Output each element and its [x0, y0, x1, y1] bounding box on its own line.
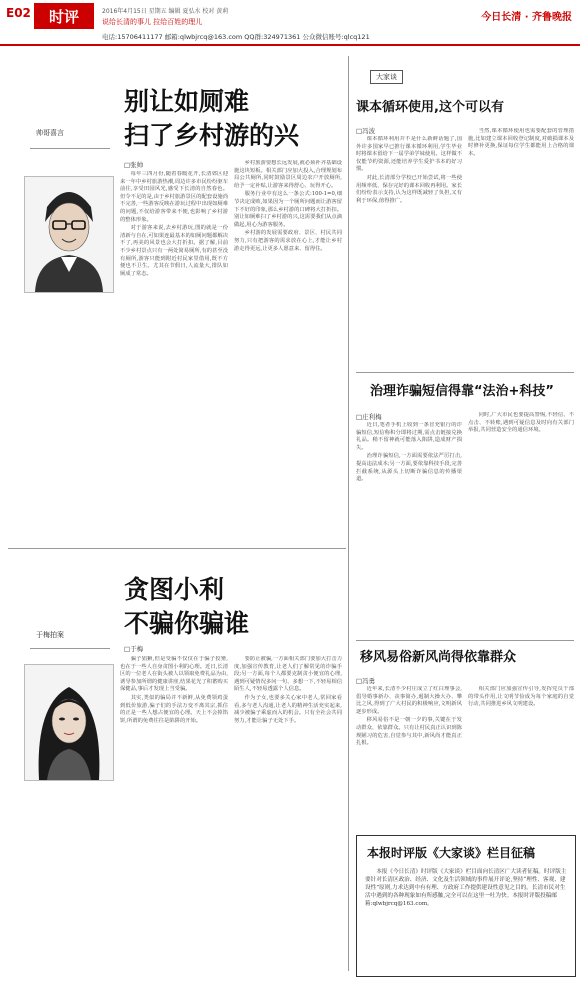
call-for-papers-title: 本报时评版《大家谈》栏目征稿: [367, 846, 536, 860]
sidebar-paragraph: 课本循环利用并不是什么新鲜话题了,国外许多国家早已推行课本循环利用,学生毕业时将课本留给下一届学弟学妹使用。这样做不仅能节约资源,还能培养学生爱护书本的好习惯。: [356, 136, 462, 173]
article2-author: □于梅: [124, 645, 144, 653]
sidebar-story3-col2: [468, 686, 574, 828]
newspaper-brand: 今日长清 · 齐鲁晚报: [481, 12, 572, 23]
sidebar-paragraph: 近年来,长清不少村庄成立了红白理事会,倡导婚事新办、丧事简办,遏制大操大办、攀比之风,得到了广大村民的积极响应,文明新风逐步形成。: [356, 686, 462, 715]
article1-column-label: 帅哥喜言: [36, 129, 64, 137]
sidebar-story3-col1: [356, 686, 462, 828]
article1-body-col2: [234, 160, 342, 540]
article2-paragraph: 骗子猖獗,但是受骗不仅仅在于骗子狡猾,也在于一些人自身贪图小利的心理。近日,长清区的一位老人在街头被人以领取免费礼品为由,诱导参加所谓的健康讲座,结果花光了积蓄购买保健品,事后才发现上当受骗。: [120, 656, 228, 693]
story-divider: [356, 372, 574, 373]
sidebar-paragraph: 对此,长清部分学校已开始尝试,将一些使用频率低、保存完好的课本回收再利用。家长们纷纷表示支持,认为这样既减轻了负担,又有利于环保,值得推广。: [356, 174, 462, 204]
article1-author: □张帅: [124, 161, 144, 169]
article2-headline-line1: 贪图小利: [124, 575, 225, 604]
article2-column-label: 于梅拍案: [36, 631, 64, 639]
article1-body-col1: [120, 171, 228, 539]
article1-headline-line2: 扫了乡村游的兴: [124, 121, 300, 150]
call-for-papers-box: [356, 835, 576, 977]
article1-paragraph: 乡村游的发展需要政府、景区、村民共同努力,只有把游客的需求放在心上,才能让乡村游走得更远,让更多人愿意来、留得住。: [234, 230, 342, 252]
section-badge: 时评: [34, 3, 94, 29]
sidebar-paragraph: 移风易俗不是一朝一夕的事,关键在于发动群众、依靠群众。只有让村民真正认识到陈规陋习的危害,自觉参与其中,新风尚才能真正扎根。: [356, 717, 462, 747]
header-divider: [0, 44, 580, 46]
column-label-rule: [30, 148, 110, 149]
sidebar-paragraph: 近日,笔者手机上收到一条冒充银行的诈骗短信,短信称积分即将过期,需点击链接兑换礼品。稍不留神就可能落入陷阱,造成财产损失。: [356, 422, 462, 451]
article2-body-col2: [234, 656, 342, 974]
sidebar-story1-col2: [468, 128, 574, 364]
sidebar-story2-col1: [356, 422, 462, 632]
dateline: 2016年4月15日 星期五 编辑 夏弘水 校对 黄莉: [102, 8, 229, 15]
column-divider: [348, 56, 349, 971]
story-divider: [356, 640, 574, 641]
article2-paragraph: 其实,类似的骗局并不新鲜,从免费领鸡蛋到低价旅游,骗子们的手法万变不离其宗,抓住的正是一些人想占便宜的心理。天上不会掉馅饼,所谓的免费往往是陷阱的开始。: [120, 694, 228, 724]
sidebar-paragraph: 当然,课本循环使用也需要配套的管理措施,比如建立课本回收登记制度,对破损课本及时修补更换,保证每位学生都能用上合格的课本。: [468, 128, 574, 157]
page-number: E02: [6, 6, 31, 20]
article2-paragraph: 作为子女,也要多关心家中老人,常回家看看,多与老人沟通,让老人的精神生活充实起来,减少被骗子乘虚而入的机会。只有全社会共同努力,才能让骗子无处下手。: [234, 694, 342, 724]
sidebar-story3-author: □冯勇: [356, 677, 376, 685]
article1-paragraph: 对于游客来说,去乡村游玩,图的就是一份清新与自在,可如果连最基本的如厕问题都解决不了,再美的风景也会大打折扣。据了解,目前不少乡村景点只有一两处简易厕所,有的甚至没有厕所,游客只能到附近村民家里借用,既不方便也不卫生。尤其在节假日,人流量大,排队如厕成了常态。: [120, 225, 228, 277]
sidebar-story2-headline: 治理诈骗短信得靠“法治+科技”: [370, 384, 554, 399]
article2-body-col1: [120, 656, 228, 974]
article1-paragraph: 服务行业中有这么一条公式:100-1=0,细节决定成败,如果因为一个厕所问题而让游客留下不好的印象,那么乡村游的口碑将大打折扣。别让如厕难扫了乡村游的兴,这需要我们从点滴做起,用心为游客服务。: [234, 191, 342, 228]
sidebar-story2-author: □庄利梅: [356, 413, 382, 421]
call-for-papers-body: 本报《今日长清》时评版《大家谈》栏目面向长清区广大读者征稿。时评版主要针对长清区政治、经济、文化及生活领域的事件展开评论,坚持“理性、客观、建设性”原则,力求达到中有有理、方政府工作提供建设性意见之目的。长清市民对生活中遇到的各种现象如有所感触,完全可以在这里一吐为快。本报时评版投稿邮箱:qlwbjrcq@163.com。: [365, 869, 567, 907]
sidebar-story2-col2: [468, 412, 574, 632]
sidebar-box-label: 大家谈: [370, 70, 403, 84]
sidebar-paragraph: 相关部门应加强宣传引导,发挥党员干部的带头作用,让文明节俭成为每个家庭的自觉行动,共同推进乡风文明建设。: [468, 686, 574, 708]
article-divider: [8, 548, 346, 549]
section-slogan: 说给长清的事儿 拉给百姓的理儿: [102, 18, 203, 26]
column-label-rule: [30, 648, 110, 649]
sidebar-paragraph: 治理诈骗短信,一方面需要依法严厉打击,提高违法成本;另一方面,要依靠科技手段,完善拦截系统,从源头上切断诈骗信息的传播渠道。: [356, 453, 462, 483]
sidebar-story3-headline: 移风易俗新风尚得依靠群众: [360, 650, 517, 665]
author-portrait-yumei: [24, 664, 114, 781]
article1-headline-line1: 别让如厕难: [124, 87, 250, 116]
contact-info: 电话:15706411177 邮箱:qlwbjrcq@163.com QQ群:324971361 公众微信账号:qlcq121: [102, 33, 370, 41]
sidebar-story1-headline: 课本循环使用,这个可以有: [356, 100, 504, 115]
sidebar-story1-author: □冯波: [356, 127, 376, 135]
sidebar-story1-col1: [356, 136, 462, 364]
article1-paragraph: 乡村旅游要想长远发展,就必须补齐基础设施这块短板。相关部门应加大投入,合理规划布局公共厕所,同时鼓励景区周边农户开放厕所,给予一定补贴,让游客来得舒心、玩得开心。: [234, 160, 342, 189]
article2-headline-line2: 不骗你骗谁: [124, 609, 250, 638]
author-portrait-zhangshuai: [24, 176, 114, 293]
article1-paragraph: 每年三四月份,随着春暖花开,长清郊区迎来一年中乡村旅游热潮,周边许多市民纷纷驱车前往,享受田园风光,感受下长清的自然春色。但令不足的是,由于乡村旅游景区的配套设施尚不完善,一些游客反映在游玩过程中出现如厕难的问题,不仅给游客带来不便,也影响了乡村游的整体形象。: [120, 171, 228, 223]
sidebar-paragraph: 同时,广大市民也要提高警惕,不轻信、不点击、不转账,遇到可疑信息及时向有关部门举报,共同营造安全的通信环境。: [468, 412, 574, 434]
article2-paragraph: 要防止被骗,一方面相关部门要加大打击力度,加强宣传教育,让老人们了解常见的诈骗手段;另一方面,每个人都要克制贪小便宜的心理,遇到可疑情况多问一句、多想一下,不轻易相信陌生人,不轻易透露个人信息。: [234, 656, 342, 693]
